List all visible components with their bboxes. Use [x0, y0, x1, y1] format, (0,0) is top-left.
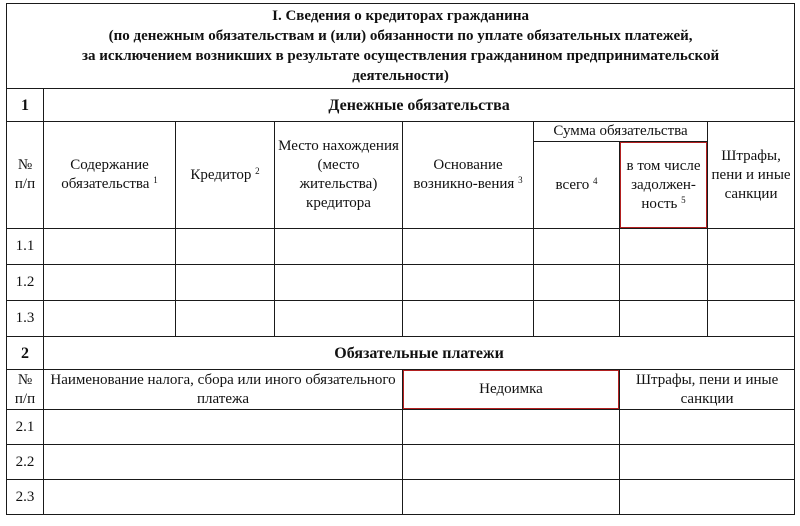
section-2-number: 2	[7, 337, 44, 370]
row-number: 1.2	[7, 265, 44, 301]
col-header-fines-2: Штрафы, пени и иные санкции	[620, 370, 795, 410]
cell-content[interactable]	[44, 301, 176, 337]
cell-creditor[interactable]	[176, 265, 275, 301]
table-row	[7, 480, 795, 515]
col-header-location: Место нахождения (место жительства) кредитора	[275, 122, 403, 229]
cell-total[interactable]	[534, 265, 620, 301]
cell-content[interactable]	[44, 265, 176, 301]
cell-basis[interactable]	[403, 265, 534, 301]
cell-creditor[interactable]	[176, 229, 275, 265]
cell-basis[interactable]	[403, 229, 534, 265]
cell-location[interactable]	[275, 301, 403, 337]
section-1-number: 1	[7, 89, 44, 122]
row-number: 2.2	[7, 445, 44, 480]
cell-arrears[interactable]	[403, 410, 620, 445]
cell-content[interactable]	[44, 229, 176, 265]
table-row	[7, 229, 795, 265]
cell-location[interactable]	[275, 265, 403, 301]
cell-fines[interactable]	[620, 410, 795, 445]
cell-basis[interactable]	[403, 301, 534, 337]
table-row	[7, 265, 795, 301]
cell-arrears[interactable]	[403, 445, 620, 480]
row-number: 2.1	[7, 410, 44, 445]
col-header-total: всего $^4$	[534, 142, 620, 229]
creditors-form	[6, 3, 794, 515]
table-row	[7, 410, 795, 445]
table-row	[7, 445, 795, 480]
cell-total[interactable]	[534, 229, 620, 265]
section-2-title: Обязательные платежи	[44, 337, 795, 370]
title-line-2: (по денежным обязательствам и (или) обязанности по уплате обязательных платежей,	[108, 28, 693, 44]
cell-debt[interactable]	[620, 265, 708, 301]
col-header-creditor: Кредитор $^2$	[176, 122, 275, 229]
row-number: 2.3	[7, 480, 44, 515]
col-header-arrears: Недоимка	[403, 370, 620, 410]
col-header-num-2: № п/п	[7, 370, 44, 410]
cell-payment-name[interactable]	[44, 445, 403, 480]
cell-fines[interactable]	[620, 445, 795, 480]
cell-fines[interactable]	[708, 229, 795, 265]
col-header-sum: Сумма обязательства	[534, 122, 708, 142]
section-1-title: Денежные обязательства	[44, 89, 795, 122]
cell-debt[interactable]	[620, 229, 708, 265]
form-title	[7, 4, 795, 89]
cell-creditor[interactable]	[176, 301, 275, 337]
col-header-content: Содержание обязательства $^1$	[44, 122, 176, 229]
cell-arrears[interactable]	[403, 480, 620, 515]
col-header-fines: Штрафы, пени и иные санкции	[708, 122, 795, 229]
cell-fines[interactable]	[708, 301, 795, 337]
title-line-1: I. Сведения о кредиторах гражданина	[272, 8, 529, 24]
row-number: 1.1	[7, 229, 44, 265]
cell-fines[interactable]	[708, 265, 795, 301]
title-line-3: за исключением возникших в результате осуществления гражданином предпринимательской	[82, 48, 720, 64]
creditors-table	[6, 3, 795, 515]
title-line-4: деятельности)	[352, 68, 449, 84]
col-header-payment-name: Наименование налога, сбора или иного обязательного платежа	[44, 370, 403, 410]
cell-payment-name[interactable]	[44, 410, 403, 445]
cell-fines[interactable]	[620, 480, 795, 515]
cell-total[interactable]	[534, 301, 620, 337]
table-row	[7, 301, 795, 337]
cell-payment-name[interactable]	[44, 480, 403, 515]
cell-location[interactable]	[275, 229, 403, 265]
row-number: 1.3	[7, 301, 44, 337]
col-header-num: № п/п	[7, 122, 44, 229]
col-header-basis: Основание возникно-вения $^3$	[403, 122, 534, 229]
col-header-debt: в том числе задолжен-ность $^5$	[620, 142, 708, 229]
cell-debt[interactable]	[620, 301, 708, 337]
